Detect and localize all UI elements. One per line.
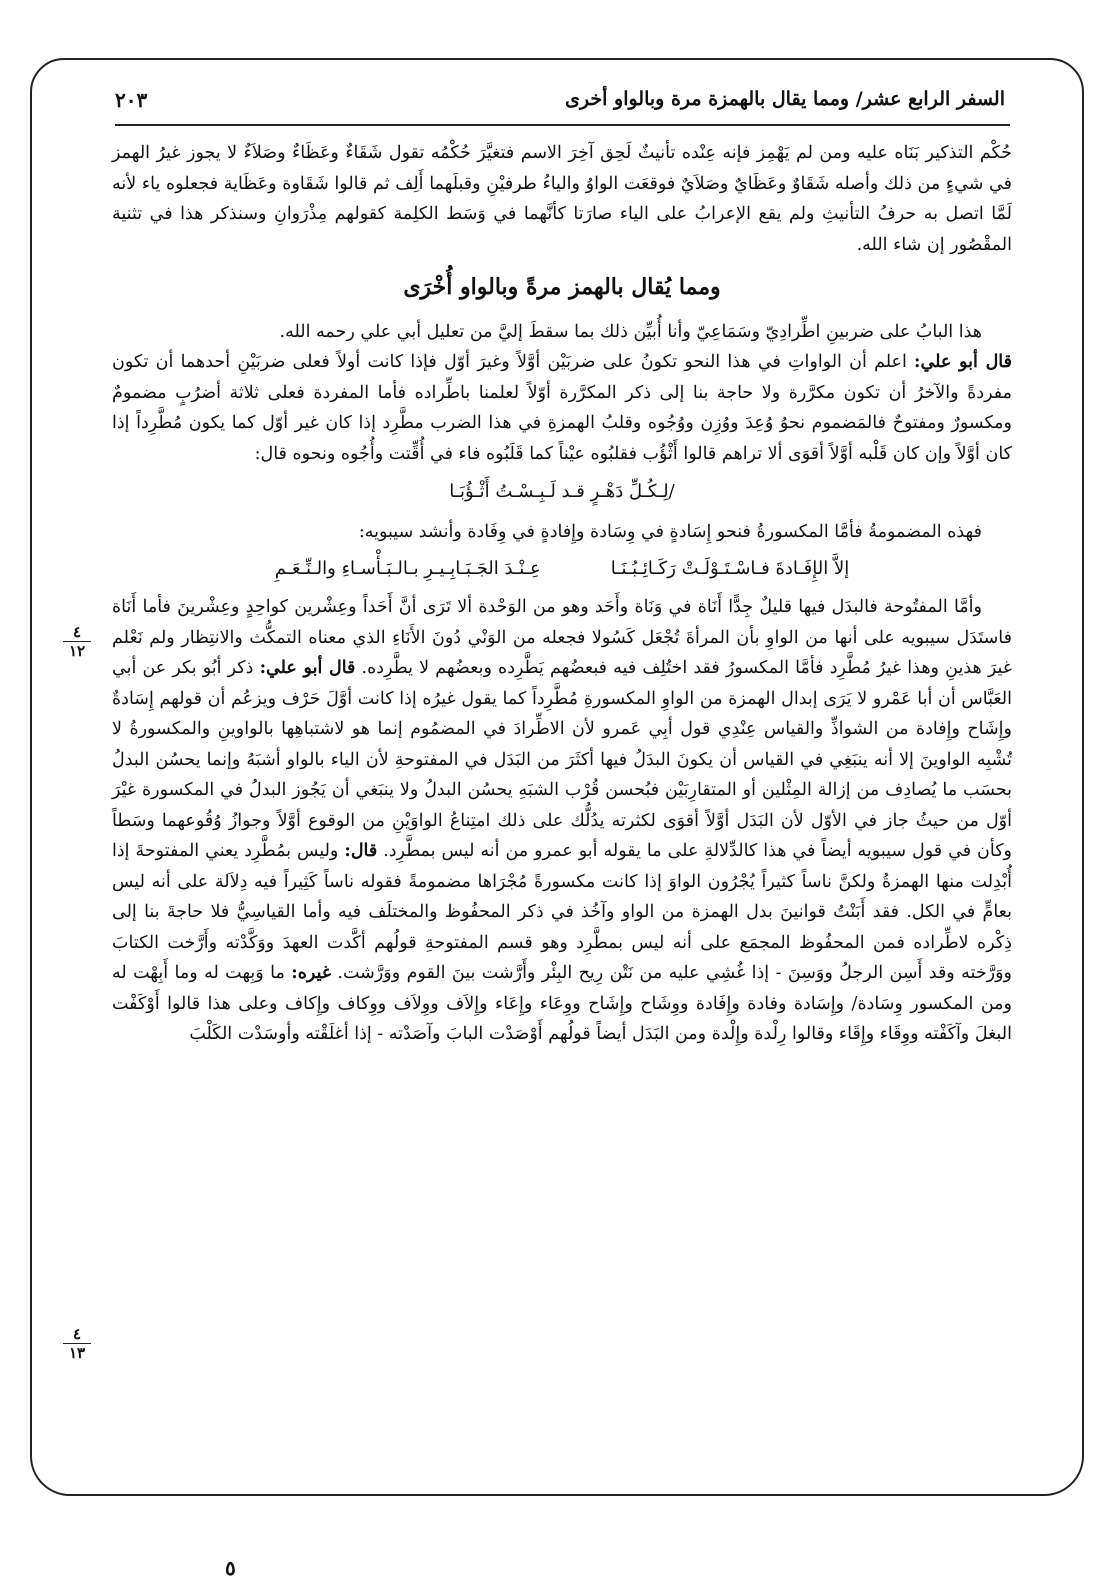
margin-ref-2-page: ١٣ — [68, 1344, 86, 1362]
paragraph-abu-ali-text: اعلم أن الواواتِ في هذا النحو تكونُ على ضربَيْن أوَّلاً وغيرَ أوّل فإذا كانت أولاً فعلى ضربَيْنِ أحدهما أن تكون مفردةً والآخرُ أن تكون مكرَّرة ولا حاجة بنا إلى ذكر المكرَّرة أوّلاً لعلمنا باطِّراده فأما المفردة فعلى ثلاثة أضرُبٍ مضمومٌ ومكسورٌ ومفتوحٌ فالمَضموم نحوُ وُعِدَ ووُزِن ووُجُوه وقلبُ الهمزةِ في هذا الضرب مطَّرِد إذا كان غير أوّل كما يكون مُطَّرِداً إذا كان أوَّلاً وإن كان قَلْبه أوَّلاً أقوَى ألا تراهم قالوا أَثْؤُب فقلبُوه عيْناً كما قَلَبُوه فاء في أُقِّتت وأُجُوه ونحوه قال: — [112, 352, 1012, 464]
paragraph-abu-ali — [112, 347, 1012, 469]
paragraph-maftuha-b: ذكر أبُو بكر عن أبي العَبَّاس أن أبا عَمْرو لا يَرَى إبدال الهمزة من الواوِ المكسورةِ مُطَّرِداً كما يقول غيرُه إذا كانت أوَّلَ حَرْف ويزعُم أن قولهم إِسَادةٌ وإِشَاح وإِفادة من الشواذِّ والقياس عِنْدِي قول أبِي عَمرو لأن الاطِّرادَ في المضمُوم إنما هو لاشتباهِها بالواوينِ والمكسورةُ لا تُشْبِه الواوينَ إلا أنه ينبَغِي في القياس أن يكونَ البدَلُ فيها أكثَرَ من البَدَل في المفتوحةِ لأن الياء بالواو أشبَهُ وإنما يحسُن البدلُ بحسَب ما يُصادِف من إزالة المِثْلين أو المتقارِبَيْن فبُحسن قُرْب الشبَهِ يحسُن البدلُ ولا ينبَغي أن يَجُوز البدلُ في المكسورة غيْرَ أوّل من حيثُ جاز في الأوّل لأن البَدَل أوَّلاً أقوَى لكثرته يدُلُّك على ذلك امتِناعُ الواوَيْنِ من الوقوع أوَّلاً وجوازُ وُقُوعهما وسَطاً وكأن في قول سيبويه أيضاً في هذا كالدِّلالةِ على ما يقوله أبو عمرو من أنه ليس بمطَّرِد. — [112, 658, 1012, 861]
margin-ref-2-volume: ٤ — [72, 1325, 82, 1343]
verse-2-second-hemistich: عِـنْـدَ الجَـبَـابِـيـرِ بـالـبَـأْسـاءِ والـنِّـعَـمِ — [274, 557, 541, 579]
verse-1: /لِـكُـلِّ دَهْـرٍ قـد لَـبِـسْـتُ أَثْـؤُبَـا — [449, 481, 675, 502]
margin-reference-2 — [62, 1326, 92, 1361]
label-abu-ali-2: قال أبو علي: — [259, 658, 356, 678]
header-rule — [115, 124, 1010, 126]
label-ghayruh: غيره: — [291, 963, 331, 983]
paragraph-intro: هذا البابُ على ضربينِ اطِّرادِيّ وسَمَاعِيّ وأنا أُبيِّن ذلك بما سقطَ إليَّ من تعليل أبي علي رحمه الله. — [279, 321, 982, 342]
label-qal: قال: — [344, 841, 378, 861]
page-header — [115, 76, 1005, 120]
margin-ref-1-page: ١٢ — [68, 642, 86, 660]
paragraph-top: حُكْم التذكير بَنَاه عليه ومن لم يَهْمِز فإنه عِنْده تأنيثٌ لَحِق آخِرَ الاسم فتغيَّرَ حُكْمُه تقول شَقَاءٌ وعَظَاءٌ وصَلاَءٌ لا يجوز غيرُ الهمز في شيءٍ من ذلك وأصله شَقَاوٌ وعَظَايٌ وصَلاَيٌ فوقعَت الواوُ والياءُ طرفيْنِ وقبلَهما أَلِف ثم قالوا شَقَاوة وعَظَاية فجعلوه ياء لأنه لَمَّا اتصل به حرفُ التأنيثِ ولم يقع الإعرابُ على الياء صارَتا كأنَّهما في وَسَط الكلِمة كقولهم مِذْرَوانِ وسنذكر هذا في تثنية المقْصُور إن شاء الله. — [112, 143, 1012, 255]
verse-2-first-hemistich: إلاَّ الإِفَـادةَ فـاسْـتَـوْلَـتْ رَكَـائِـبُـنَـا — [610, 557, 850, 579]
running-title: السفر الرابع عشر/ ومما يقال بالهمزة مرة وبالواو أخرى — [565, 88, 1005, 110]
verse-2 — [112, 554, 1012, 585]
bottom-mark: ٥ — [225, 1556, 236, 1580]
page-body — [112, 138, 1012, 1050]
paragraph-maftuha-d: ما وَبِهت له وما أَبِهْت له ومن المكسور وِسَادة/ وإِسَادة وفادة وإِفَادة ووِشَاح وإِشَاح ووِعَاء وإِعَاء وإِلاَف ووِلاَف ووِكاف وإِكاف وعلى هذا قالوا أَوْكَفْت البغلَ وآكَفْته ووِقَاء وإِقَاء وقالوا رِلْدة وإِلْدة ومن البَدَل أيضاً قولُهم أَوْصَدْت البابَ وآصَدْته - إذا أغلَقْته وأوسَدْت الكَلْبَ — [112, 963, 1012, 1044]
page-number: ٢٠٣ — [115, 88, 148, 112]
paragraph-maftuha-a: وأمَّا المفتُوحة فالبدَل فيها قليلٌ جِدًّا أَنَاة في وَنَاة وأَحَد وهو من الوَحْدة ألا تَرَى أنَّ أَحَداً وعِشْرين كواحِدٍ وعِشْرينَ فأما أَنَاة فاستَدَل سيبويه على أنها من الواوِ بأن المرأةَ تُجْعَل كَسُولا فجعله من الوَنْي دُونَ الأَنَاءِ الذي معناه التمكُّث والانتِظار ولم نَعْلم غيرَ هذينِ وهذا غيرُ مُطَّرِد فأمَّا المكسورُ فقد اختُلِف فيه فبعضُهم يَطَّرِده وبعضُهم لا يطَّرِده. — [112, 597, 1012, 678]
paragraph-maftuha — [112, 592, 1012, 1050]
label-abu-ali: قال أبو علي: — [914, 352, 1012, 372]
paragraph-maftuha-c: وليس بمُطَّرِد يعني المفتوحةَ إذا أُبْدِلت منها الهمزةُ ولكنَّ ناساً كثيراً يُجْرُون الواوَ إذا كانت مكسورةً مُجْرَاها مضمومةً فقوله ناساً كَثِيراً فيه دِلاَلة على أنه ليس بعامٍّ في الكل. فقد أَبَنْتُ قوانينَ بدل الهمزة من الواو وآخُذ في ذكر المحفُوظ والمختلَف فيه وأما القياسِيُّ فلا حاجةَ بنا إلى ذِكْره لاطِّراده فمن المحفُوظ المجمَع على أنه ليس بمطَّرِد وهو قسم المفتوحةِ قولُهم أكَّدت العهدَ ووَكَّدْته وأَرَّخت الكتابَ ووَرَّخته وقد أَسِن الرجلُ ووَسِنَ - إذا غُشِي عليه من نَتْن رِيح البِئْر وأَرَّشت بينَ القوم ووَرَّشت. — [112, 841, 1012, 983]
section-heading: ومما يُقال بالهمز مرةً وبالواو أُخْرَى — [403, 274, 721, 300]
paragraph-madmuma: فهذه المضمومةُ فأمَّا المكسورةُ فنحو إِسَادةٍ في وِسَادة وإِفادةٍ في وِفَادة وأنشد سيبويه: — [358, 522, 982, 542]
margin-reference-1 — [62, 624, 92, 659]
margin-ref-1-volume: ٤ — [72, 623, 82, 641]
